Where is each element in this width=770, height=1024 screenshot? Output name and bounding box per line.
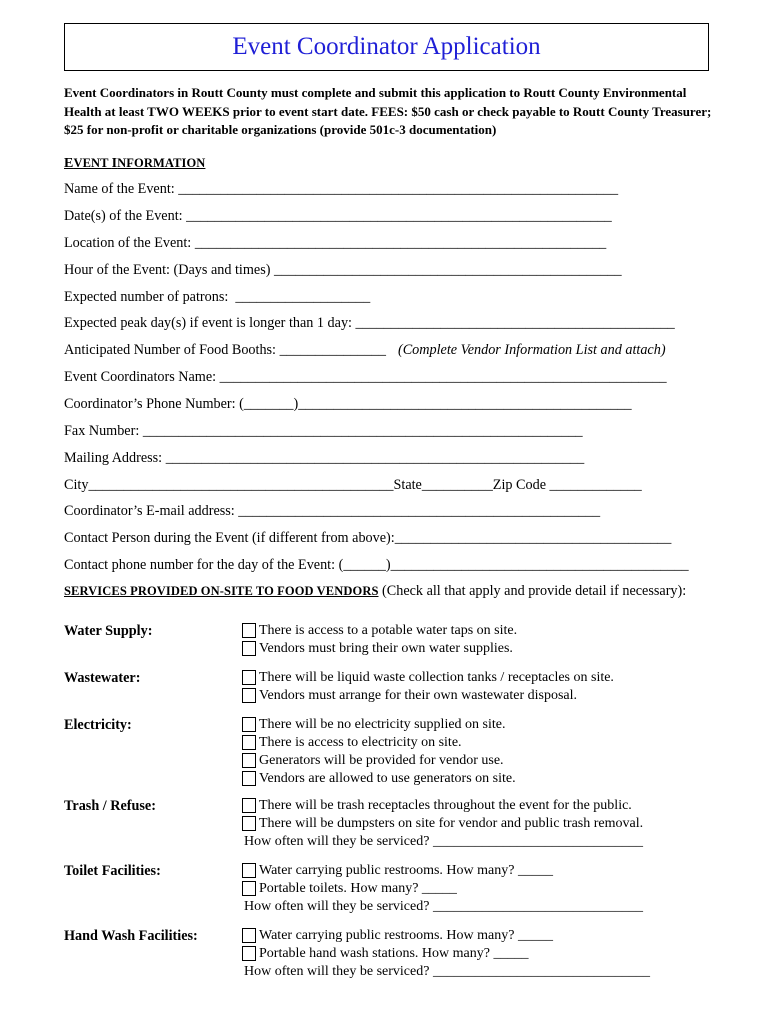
checkbox[interactable] <box>242 771 256 786</box>
electricity-option-access[interactable]: There is access to electricity on site. <box>242 734 462 751</box>
field-city-state-zip[interactable]: City___________________________________________State__________Zip Code _____________ <box>64 477 642 493</box>
water-option-potable[interactable]: There is access to a potable water taps on site. <box>242 622 517 639</box>
field-peak-days[interactable]: Expected peak day(s) if event is longer than 1 day: _____________________________________________ <box>64 315 675 331</box>
checkbox[interactable] <box>242 946 256 961</box>
checkbox[interactable] <box>242 688 256 703</box>
title-box <box>64 23 709 71</box>
toilet-option-restrooms[interactable]: Water carrying public restrooms. How many? _____ <box>242 862 553 879</box>
field-coordinator-name[interactable]: Event Coordinators Name: _______________________________________________________________ <box>64 369 667 385</box>
event-information-heading: EVENT INFORMATION <box>64 156 206 171</box>
checkbox[interactable] <box>242 863 256 878</box>
wastewater-label: Wastewater: <box>64 670 141 686</box>
checkbox[interactable] <box>242 928 256 943</box>
field-event-name[interactable]: Name of the Event: ______________________________________________________________ <box>64 181 619 197</box>
field-fax[interactable]: Fax Number: ______________________________________________________________ <box>64 423 583 439</box>
trash-service-frequency[interactable]: How often will they be serviced? ______________________________ <box>244 834 643 849</box>
services-heading: SERVICES PROVIDED ON-SITE TO FOOD VENDORS <box>64 584 379 598</box>
page-title: Event Coordinator Application <box>232 33 541 60</box>
handwash-service-frequency[interactable]: How often will they be serviced? _______________________________ <box>244 964 650 979</box>
trash-label: Trash / Refuse: <box>64 798 156 814</box>
checkbox[interactable] <box>242 753 256 768</box>
wastewater-option-arrange[interactable]: Vendors must arrange for their own wastewater disposal. <box>242 687 577 704</box>
trash-option-dumpsters[interactable]: There will be dumpsters on site for vendor and public trash removal. <box>242 815 643 832</box>
field-contact-phone[interactable]: Contact phone number for the day of the Event: (______)__________________________________________ <box>64 557 689 573</box>
water-option-bring-own[interactable]: Vendors must bring their own water supplies. <box>242 640 513 657</box>
electricity-label: Electricity: <box>64 717 132 733</box>
checkbox[interactable] <box>242 816 256 831</box>
trash-option-receptacles[interactable]: There will be trash receptacles throughout the event for the public. <box>242 797 632 814</box>
water-supply-label: Water Supply: <box>64 623 153 639</box>
field-coordinator-email[interactable]: Coordinator’s E-mail address: ___________________________________________________ <box>64 503 601 519</box>
field-contact-person[interactable]: Contact Person during the Event (if different from above):_______________________________________ <box>64 530 672 546</box>
toilet-label: Toilet Facilities: <box>64 863 161 879</box>
checkbox[interactable] <box>242 735 256 750</box>
field-food-booths[interactable]: Anticipated Number of Food Booths: _______________ (Complete Vendor Information List and attach) <box>64 342 666 358</box>
toilet-option-portable[interactable]: Portable toilets. How many? _____ <box>242 880 457 897</box>
checkbox[interactable] <box>242 670 256 685</box>
checkbox[interactable] <box>242 717 256 732</box>
services-heading-row <box>64 583 686 600</box>
toilet-service-frequency[interactable]: How often will they be serviced? ______________________________ <box>244 899 643 914</box>
checkbox[interactable] <box>242 641 256 656</box>
field-event-location[interactable]: Location of the Event: __________________________________________________________ <box>64 235 607 251</box>
checkbox[interactable] <box>242 798 256 813</box>
field-event-hours[interactable]: Hour of the Event: (Days and times) _________________________________________________ <box>64 262 622 278</box>
electricity-option-generators-allowed[interactable]: Vendors are allowed to use generators on site. <box>242 770 516 787</box>
food-booths-note: (Complete Vendor Information List and attach) <box>397 342 666 358</box>
electricity-option-generators-provided[interactable]: Generators will be provided for vendor use. <box>242 752 504 769</box>
field-event-dates[interactable]: Date(s) of the Event: ____________________________________________________________ <box>64 208 612 224</box>
handwash-label: Hand Wash Facilities: <box>64 928 198 944</box>
handwash-option-restrooms[interactable]: Water carrying public restrooms. How many? _____ <box>242 927 553 944</box>
field-coordinator-phone[interactable]: Coordinator’s Phone Number: (_______)_______________________________________________ <box>64 396 632 412</box>
handwash-option-stations[interactable]: Portable hand wash stations. How many? _____ <box>242 945 528 962</box>
field-expected-patrons[interactable]: Expected number of patrons: ___________________ <box>64 289 371 305</box>
wastewater-option-tanks[interactable]: There will be liquid waste collection tanks / receptacles on site. <box>242 669 614 686</box>
services-note: (Check all that apply and provide detail if necessary): <box>378 583 687 599</box>
electricity-option-none[interactable]: There will be no electricity supplied on site. <box>242 716 505 733</box>
checkbox[interactable] <box>242 881 256 896</box>
checkbox[interactable] <box>242 623 256 638</box>
field-mailing-address[interactable]: Mailing Address: ___________________________________________________________ <box>64 450 585 466</box>
intro-text: Event Coordinators in Routt County must complete and submit this application to Routt County Environmental Health at least TWO WEEKS prior to event start date. FEES: $50 cash or check payable to Routt County Treasurer; $25 for non-profit or charitable organizations (provide 501c-3 documentation) <box>64 85 712 137</box>
